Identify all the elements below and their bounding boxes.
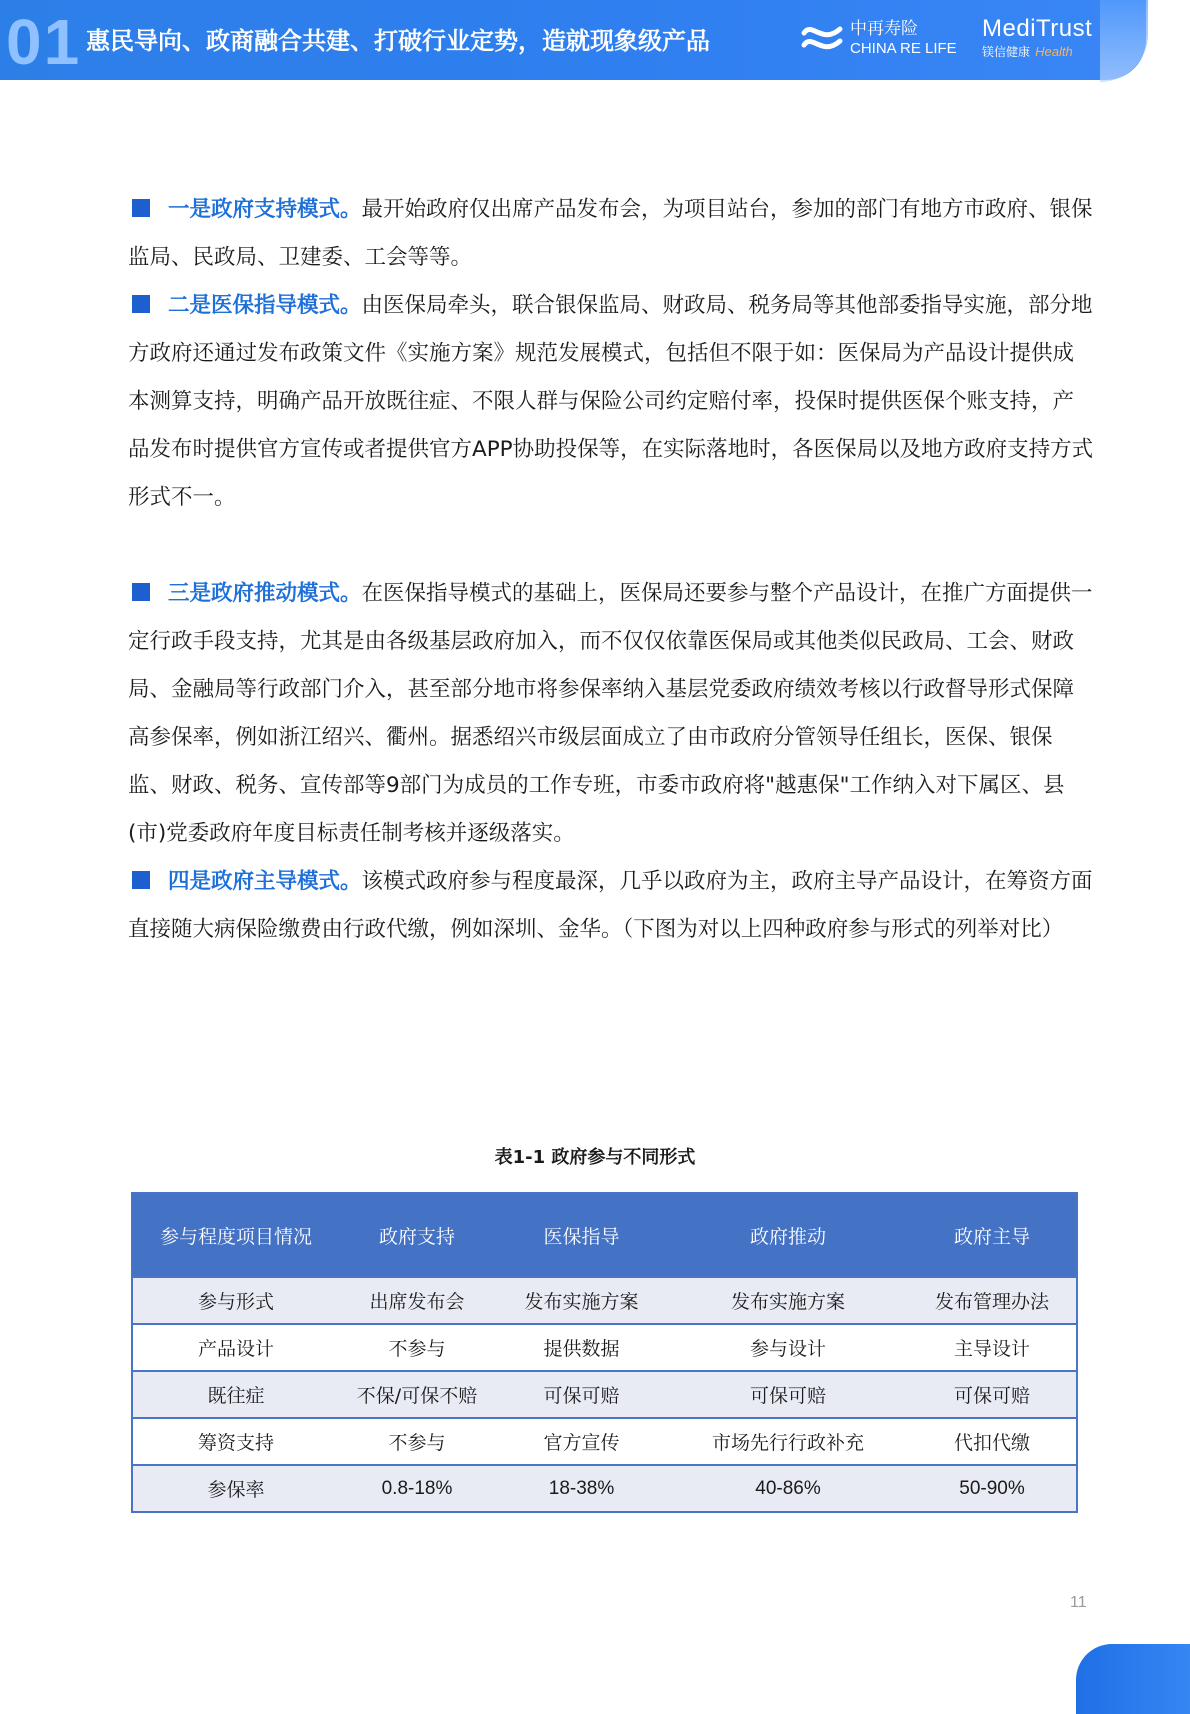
logo-cre-en: CHINA RE LIFE xyxy=(850,40,957,57)
table-cell: 不保/可保不赔 xyxy=(339,1371,495,1418)
table-cell: 参与形式 xyxy=(132,1277,339,1324)
table-cell: 发布实施方案 xyxy=(668,1277,908,1324)
paragraph-lead: 二是医保指导模式。 xyxy=(168,293,362,318)
paragraph-2 xyxy=(128,282,1094,522)
paragraph-text: 在医保指导模式的基础上，医保局还要参与整个产品设计，在推广方面提供一定行政手段支持，尤其是由各级基层政府加入，而不仅仅依靠医保局或其他类似民政局、工会、财政局、金融局等行政部门介入，甚至部分地市将参保率纳入基层党委政府绩效考核以行政督导形式保障高参保率，例如浙江绍兴、衢州。据悉绍兴市级层面成立了由市政府分管领导任组长，医保、银保监、财政、税务、宣传部等9部门为成员的工作专班，市委市政府将"越惠保"工作纳入对下属区、县(市)党委政府年度目标责任制考核并逐级落实。 xyxy=(128,581,1093,846)
square-bullet-icon xyxy=(132,583,150,601)
body-text xyxy=(128,186,1094,954)
table-caption: 表1-1 政府参与不同形式 xyxy=(494,1147,696,1168)
table-cell: 既往症 xyxy=(132,1371,339,1418)
section-number: 01 xyxy=(6,6,82,78)
page-number: 11 xyxy=(1070,1594,1087,1611)
table-header-cell: 参与程度项目情况 xyxy=(132,1193,339,1277)
square-bullet-icon xyxy=(132,295,150,313)
page-header xyxy=(0,0,1146,80)
table-cell: 50-90% xyxy=(908,1465,1077,1512)
meditrust-logo xyxy=(982,15,1093,63)
table-cell: 可保可赔 xyxy=(668,1371,908,1418)
table-header-cell: 政府主导 xyxy=(908,1193,1077,1277)
table-header-row xyxy=(132,1193,1077,1277)
table-row xyxy=(132,1277,1077,1324)
table-cell: 官方宣传 xyxy=(495,1418,668,1465)
square-bullet-icon xyxy=(132,199,150,217)
comparison-table xyxy=(131,1192,1078,1513)
logo-cre-cn: 中再寿险 xyxy=(850,19,918,39)
paragraph-lead: 一是政府支持模式。 xyxy=(168,197,362,222)
table-cell: 可保可赔 xyxy=(495,1371,668,1418)
table-cell: 参与设计 xyxy=(668,1324,908,1371)
table-header-cell: 政府支持 xyxy=(339,1193,495,1277)
table-cell: 18-38% xyxy=(495,1465,668,1512)
header-accent xyxy=(1100,0,1148,82)
table-header-cell: 医保指导 xyxy=(495,1193,668,1277)
table-row xyxy=(132,1324,1077,1371)
table-row xyxy=(132,1418,1077,1465)
logo-mt-health: Health xyxy=(1035,44,1073,59)
paragraph-lead: 四是政府主导模式。 xyxy=(168,869,362,894)
header-title: 惠民导向、政商融合共建、打破行业定势，造就现象级产品 xyxy=(86,27,710,55)
paragraph-3 xyxy=(128,570,1094,858)
paragraph-text: 由医保局牵头，联合银保监局、财政局、税务局等其他部委指导实施，部分地方政府还通过发布政策文件《实施方案》规范发展模式，包括但不限于如：医保局为产品设计提供成本测算支持，明确产品开放既往症、不限人群与保险公司约定赔付率，投保时提供医保个账支持，产品发布时提供官方宣传或者提供官方APP协助投保等，在实际落地时，各医保局以及地方政府支持方式形式不一。 xyxy=(128,293,1094,510)
china-re-wave-icon xyxy=(800,19,844,59)
table-cell: 主导设计 xyxy=(908,1324,1077,1371)
table-cell: 市场先行行政补充 xyxy=(668,1418,908,1465)
paragraph-4 xyxy=(128,858,1094,954)
logo-mt-cn: 镁信健康 xyxy=(982,45,1031,59)
corner-decoration xyxy=(1076,1644,1190,1714)
logo-mt-en: MediTrust xyxy=(982,15,1093,42)
table-row xyxy=(132,1465,1077,1512)
table-cell: 产品设计 xyxy=(132,1324,339,1371)
table-cell: 出席发布会 xyxy=(339,1277,495,1324)
table-cell: 代扣代缴 xyxy=(908,1418,1077,1465)
square-bullet-icon xyxy=(132,871,150,889)
table-cell: 提供数据 xyxy=(495,1324,668,1371)
table-cell: 发布实施方案 xyxy=(495,1277,668,1324)
table-header-cell: 政府推动 xyxy=(668,1193,908,1277)
paragraph-1 xyxy=(128,186,1094,282)
table-cell: 0.8-18% xyxy=(339,1465,495,1512)
table-cell: 40-86% xyxy=(668,1465,908,1512)
table-cell: 筹资支持 xyxy=(132,1418,339,1465)
table-cell: 可保可赔 xyxy=(908,1371,1077,1418)
table-cell: 不参与 xyxy=(339,1324,495,1371)
table-cell: 不参与 xyxy=(339,1418,495,1465)
table-row xyxy=(132,1371,1077,1418)
paragraph-lead: 三是政府推动模式。 xyxy=(168,581,362,606)
table-cell: 发布管理办法 xyxy=(908,1277,1077,1324)
china-re-life-logo xyxy=(800,16,957,62)
table-cell: 参保率 xyxy=(132,1465,339,1512)
paragraph-text: 最开始政府仅出席产品发布会，为项目站台，参加的部门有地方市政府、银保监局、民政局、卫建委、工会等等。 xyxy=(128,197,1093,270)
paragraph-text: 该模式政府参与程度最深，几乎以政府为主，政府主导产品设计，在筹资方面直接随大病保险缴费由行政代缴，例如深圳、金华。（下图为对以上四种政府参与形式的列举对比） xyxy=(128,869,1093,942)
